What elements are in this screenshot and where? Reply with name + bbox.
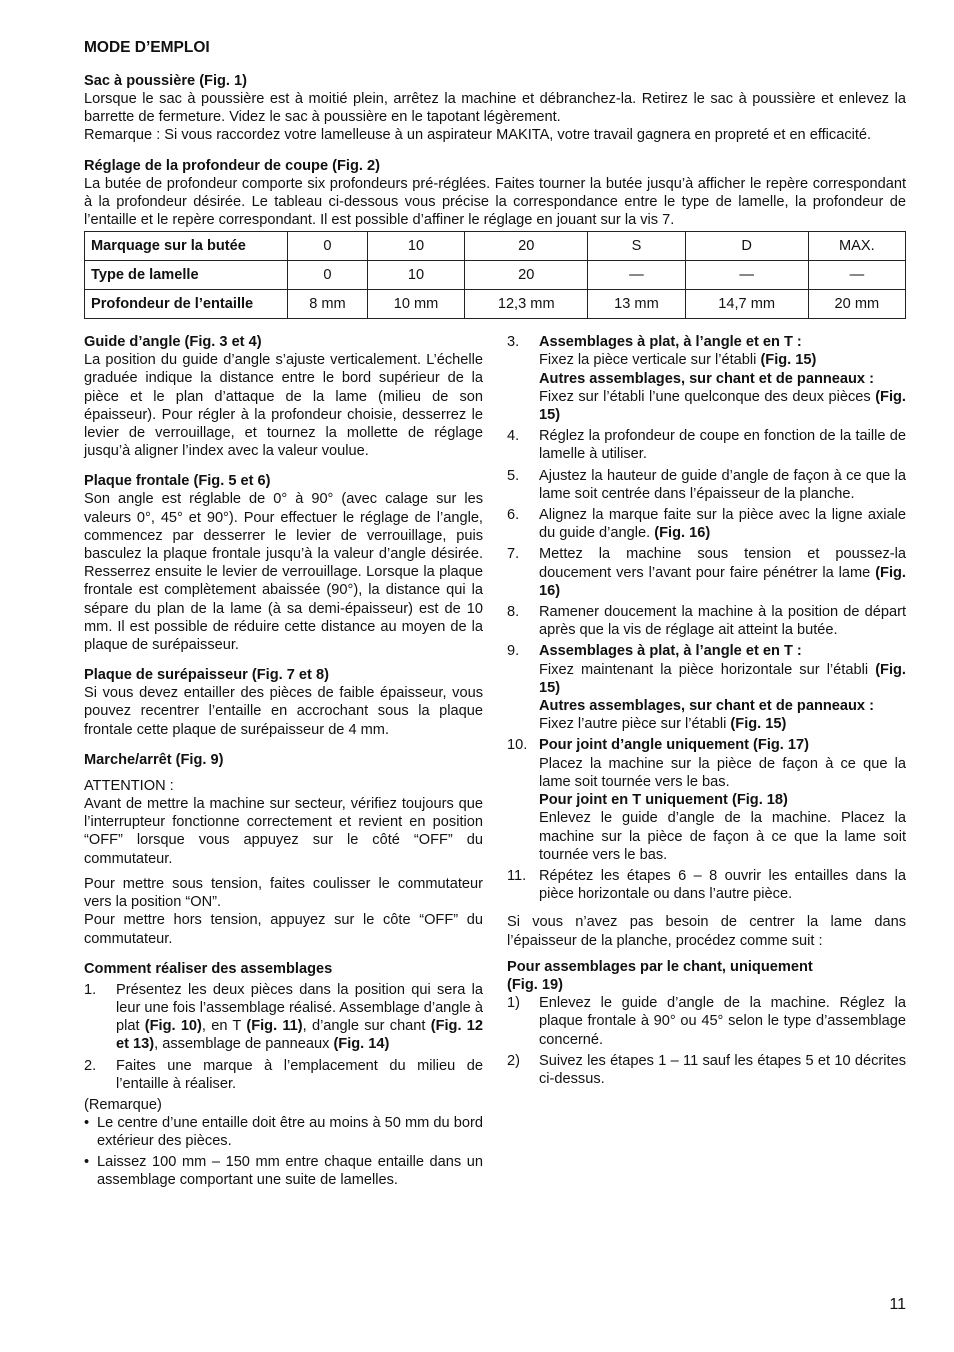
row-header: Marquage sur la butée bbox=[85, 232, 288, 261]
switch-section bbox=[84, 751, 483, 948]
table-cell: D bbox=[685, 232, 808, 261]
table-cell: — bbox=[685, 261, 808, 290]
step-number: 2. bbox=[84, 1057, 97, 1074]
shim-plate-text: Si vous devez entailler des pièces de faible épaisseur, vous pouvez recentrer l’entaille en accrochant sous la plaque frontale cette plaque de surépaisseur de 4 mm. bbox=[84, 685, 483, 738]
table-cell: 20 mm bbox=[808, 290, 905, 319]
step-text: Ajustez la hauteur de guide d’angle de façon à ce que la lame soit centrée dans l’épaisseur de la planche. bbox=[539, 467, 906, 502]
angle-guide-text: La position du guide d’angle s’ajuste verticalement. L’échelle graduée indique la distance entre le bord supérieur de la pièce et le plan d’attaque de la lame (milieu de son épaisseur). Pour régler à la profondeur choisie, desserrez le levier de verrouillage, et tournez la mollette de réglage jusqu’à aligner l’index avec la valeur voulue. bbox=[84, 352, 483, 460]
table-cell: — bbox=[588, 261, 685, 290]
table-cell: — bbox=[808, 261, 905, 290]
step-text: Assemblages à plat, à l’angle et en T : Fixez la pièce verticale sur l’établi (Fig. 15) Autres assemblages, sur chant et de panneaux : Fixez sur l’établi l’une quelconque des deux pièces (Fig. 15) bbox=[539, 334, 906, 424]
list-item bbox=[507, 427, 906, 463]
dust-bag-heading: Sac à poussière (Fig. 1) bbox=[84, 73, 248, 89]
table-cell: 20 bbox=[465, 232, 588, 261]
dust-bag-remark: Remarque : Si vous raccordez votre lamelleuse à un aspirateur MAKITA, votre travail gagnera en propreté et en efficacité. bbox=[84, 127, 872, 144]
bullet-icon: • bbox=[84, 1153, 90, 1170]
list-item bbox=[507, 333, 906, 424]
remark-bullets bbox=[84, 1114, 483, 1189]
list-item bbox=[507, 1052, 906, 1088]
row-header: Profondeur de l’entaille bbox=[85, 290, 288, 319]
list-item bbox=[507, 467, 906, 503]
step-number: 11. bbox=[507, 867, 527, 884]
step-text: Assemblages à plat, à l’angle et en T : Fixez maintenant la pièce horizontale sur l’établi (Fig. 15) Autres assemblages, sur chant et de panneaux : Fixez l’autre pièce sur l’établi (Fig. 15) bbox=[539, 643, 906, 733]
table-cell: 10 bbox=[367, 261, 464, 290]
table-cell: 10 mm bbox=[367, 290, 464, 319]
table-cell: 10 bbox=[367, 232, 464, 261]
assembly-section bbox=[84, 960, 483, 1189]
step-number: 8. bbox=[507, 604, 520, 621]
assembly-heading: Comment réaliser des assemblages bbox=[84, 960, 333, 977]
bullet-text: Le centre d’une entaille doit être au moins à 50 mm du bord extérieur des pièces. bbox=[97, 1115, 483, 1150]
step-number: 3. bbox=[507, 334, 520, 351]
step-text: Enlevez le guide d’angle de la machine. Réglez la plaque frontale à 90° ou 45° selon le type d’assemblage concerné. bbox=[539, 995, 906, 1048]
table-cell: MAX. bbox=[808, 232, 905, 261]
table-cell: 8 mm bbox=[288, 290, 368, 319]
list-item bbox=[84, 1114, 483, 1150]
depth-heading: Réglage de la profondeur de coupe (Fig. 2) bbox=[84, 157, 380, 174]
switch-heading: Marche/arrêt (Fig. 9) bbox=[84, 751, 224, 768]
list-item bbox=[84, 981, 483, 1054]
step-number: 2) bbox=[507, 1052, 520, 1069]
dust-bag-section bbox=[84, 72, 906, 145]
page-content bbox=[84, 38, 906, 1191]
edge-joint-heading: Pour assemblages par le chant, uniquement (Fig. 19) bbox=[507, 958, 813, 993]
step-text: Ramener doucement la machine à la position de départ après que la vis de réglage ait atteint la butée. bbox=[539, 604, 906, 639]
table-cell: 0 bbox=[288, 232, 368, 261]
step-text: Présentez les deux pièces dans la position qui sera la leur une fois l’assemblage réalisé. Assemblage d’angle à plat (Fig. 10), en T (Fig. 11), d’angle sur chant (Fig. 12 et 13), assemblage de panneaux (Fig. 14) bbox=[116, 981, 483, 1053]
two-columns bbox=[84, 333, 906, 1191]
depth-section bbox=[84, 157, 906, 230]
step-number: 7. bbox=[507, 546, 520, 563]
no-center-note: Si vous n’avez pas besoin de centrer la lame dans l’épaisseur de la planche, procédez comme suit : bbox=[507, 914, 906, 949]
shim-plate-section bbox=[84, 666, 483, 739]
step-number: 4. bbox=[507, 428, 520, 445]
step-number: 10. bbox=[507, 737, 528, 754]
table-row bbox=[85, 232, 906, 261]
bullet-text: Laissez 100 mm – 150 mm entre chaque entaille dans un assemblage comportant une suite de lamelles. bbox=[97, 1153, 483, 1188]
shim-plate-heading: Plaque de surépaisseur (Fig. 7 et 8) bbox=[84, 667, 329, 684]
step-number: 1) bbox=[507, 995, 520, 1012]
table-cell: 13 mm bbox=[588, 290, 685, 319]
table-row bbox=[85, 290, 906, 319]
page-title: MODE D’EMPLOI bbox=[84, 39, 210, 56]
step-number: 5. bbox=[507, 467, 520, 484]
list-item bbox=[507, 506, 906, 542]
assembly-steps-continued bbox=[507, 333, 906, 903]
list-item bbox=[507, 545, 906, 600]
step-text: Alignez la marque faite sur la pièce avec la ligne axiale du guide d’angle. (Fig. 16) bbox=[539, 507, 906, 542]
front-plate-section bbox=[84, 472, 483, 654]
step-number: 9. bbox=[507, 643, 520, 660]
table-cell: 12,3 mm bbox=[465, 290, 588, 319]
step-text: Réglez la profondeur de coupe en fonction de la taille de lamelle à utiliser. bbox=[539, 428, 906, 463]
angle-guide-heading: Guide d’angle (Fig. 3 et 4) bbox=[84, 334, 262, 351]
depth-table bbox=[84, 231, 906, 319]
table-cell: S bbox=[588, 232, 685, 261]
switch-on-text: Pour mettre sous tension, faites coulisser le commutateur vers la position “ON”. bbox=[84, 875, 483, 911]
step-text: Mettez la machine sous tension et poussez-la doucement vers l’avant pour faire pénétrer la lame (Fig. 16) bbox=[539, 546, 906, 599]
list-item bbox=[507, 642, 906, 733]
step-text: Pour joint d’angle uniquement (Fig. 17) Placez la machine sur la pièce de façon à ce que la lame soit tournée vers le bas. Pour joint en T uniquement (Fig. 18) Enlevez le guide d’angle de la machine. Placez la machine sur la pièce de façon à ce que la lame soit tournée vers le bas. bbox=[539, 737, 906, 863]
step-text: Faites une marque à l’emplacement du milieu de l’entaille à réaliser. bbox=[116, 1057, 483, 1092]
page-number: 11 bbox=[889, 1296, 906, 1313]
table-cell: 20 bbox=[465, 261, 588, 290]
depth-text: La butée de profondeur comporte six profondeurs pré-réglées. Faites tourner la butée jusqu’à afficher le repère correspondant à la profondeur désirée. Le tableau ci-dessous vous précise la correspondance entre le type de lamelle, la profondeur de l’entaille et le repère correspondant. Il est possible d’affiner le réglage en jouant sur la vis 7. bbox=[84, 175, 906, 229]
list-item bbox=[507, 603, 906, 639]
remark-label: (Remarque) bbox=[84, 1096, 162, 1113]
edge-joint-steps bbox=[507, 994, 906, 1088]
step-number: 6. bbox=[507, 507, 520, 524]
switch-off-text: Pour mettre hors tension, appuyez sur le côte “OFF” du commutateur. bbox=[84, 912, 483, 947]
attention-label: ATTENTION : bbox=[84, 777, 174, 794]
table-row bbox=[85, 261, 906, 290]
left-column bbox=[84, 333, 483, 1191]
table-cell: 0 bbox=[288, 261, 368, 290]
step-text: Répétez les étapes 6 – 8 ouvrir les entailles dans la pièce horizontale ou dans l’autre pièce. bbox=[539, 867, 906, 903]
dust-bag-text: Lorsque le sac à poussière est à moitié plein, arrêtez la machine et débranchez-la. Retirez le sac à poussière et enlevez la barrette de fermeture. Videz le sac à poussière en le tapotant légèrement. bbox=[84, 91, 906, 126]
right-column bbox=[507, 333, 906, 1191]
angle-guide-section bbox=[84, 333, 483, 460]
attention-text: Avant de mettre la machine sur secteur, vérifiez toujours que l’interrupteur fonctionne correctement et revient en position “OFF” lorsque vous appuyez sur le côté “OFF” du commutateur. bbox=[84, 796, 483, 867]
front-plate-text: Son angle est réglable de 0° à 90° (avec calage sur les valeurs 0°, 45° et 90°). Pour effectuer le réglage de l’angle, commencez par desserrer le levier de verrouillage, puis basculez la plaque frontale jusqu’à la valeur d’angle désirée. Resserrez ensuite le levier de verrouillage. Lorsque la plaque frontale est complètement abaissée (90°), la distance qui la sépare du plan de la lame (à sa demi-épaisseur) est de 10 mm. Il est possible de réduire cette distance au moyen de la plaque de surépaisseur. bbox=[84, 491, 483, 654]
list-item bbox=[507, 736, 906, 863]
list-item bbox=[84, 1153, 483, 1189]
step-number: 1. bbox=[84, 981, 97, 998]
list-item bbox=[507, 994, 906, 1049]
row-header: Type de lamelle bbox=[85, 261, 288, 290]
bullet-icon: • bbox=[84, 1115, 90, 1132]
list-item bbox=[84, 1057, 483, 1093]
list-item bbox=[507, 867, 906, 903]
front-plate-heading: Plaque frontale (Fig. 5 et 6) bbox=[84, 473, 271, 490]
table-cell: 14,7 mm bbox=[685, 290, 808, 319]
step-text: Suivez les étapes 1 – 11 sauf les étapes 5 et 10 décrites ci-dessus. bbox=[539, 1052, 906, 1087]
assembly-steps bbox=[84, 981, 483, 1093]
